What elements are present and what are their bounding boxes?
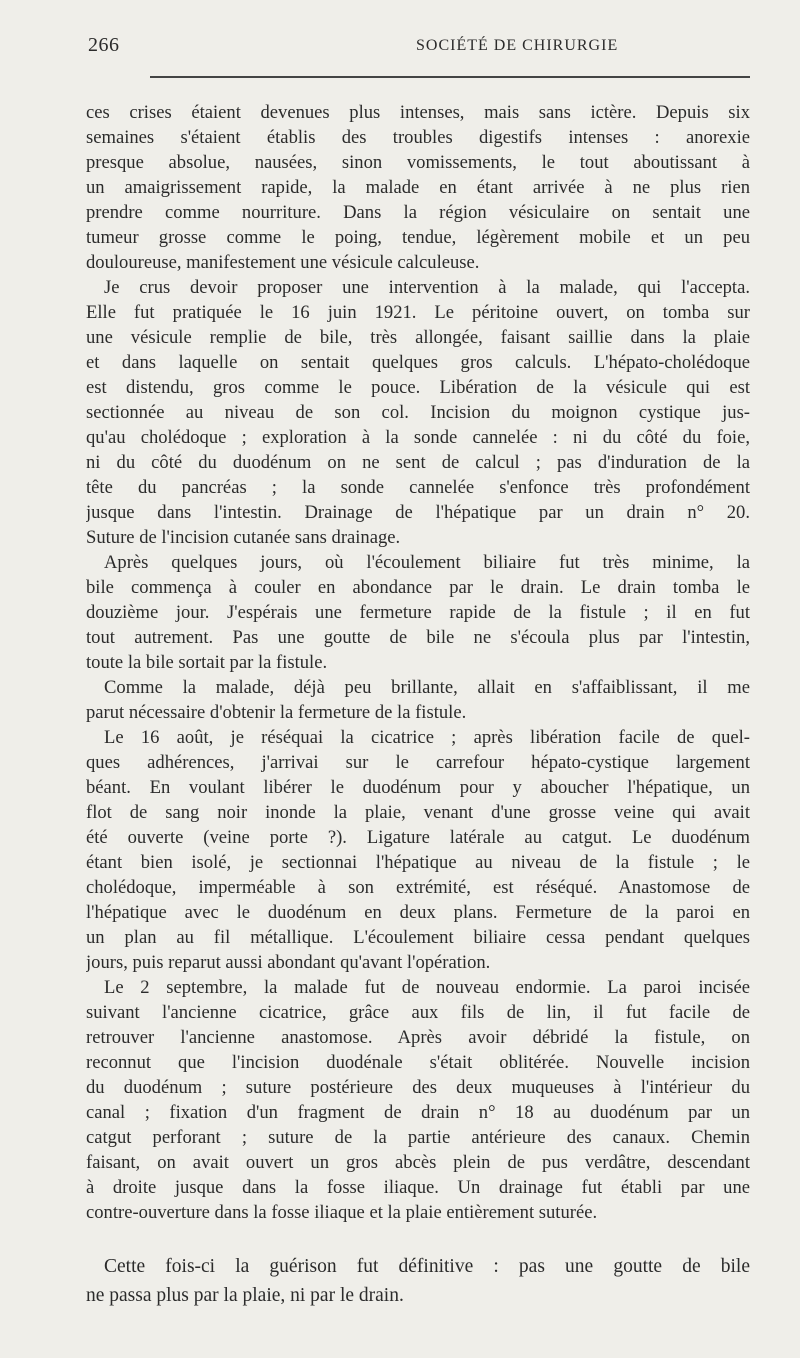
text-line: Le 2 septembre, la malade fut de nouveau endormie. La paroi incisée: [104, 977, 750, 998]
text-line: béant. En voulant libérer le duodénum pour y aboucher l'hépatique, un: [86, 777, 750, 798]
text-line: et dans laquelle on sentait quelques gros calculs. L'hépato-cholédoque: [86, 352, 750, 373]
text-line: canal ; fixation d'un fragment de drain n° 18 au duodénum par un: [86, 1102, 750, 1123]
text-line: été ouverte (veine porte ?). Ligature latérale au catgut. Le duodénum: [86, 827, 750, 848]
text-line: tête du pancréas ; la sonde cannelée s'enfonce très profondément: [86, 477, 750, 498]
final-paragraph: [86, 1252, 750, 1310]
text-line: ni du côté du duodénum on ne sent de calcul ; pas d'induration de la: [86, 452, 750, 473]
text-line: cholédoque, imperméable à son extrémité, est réséqué. Anastomose de: [86, 877, 750, 898]
text-line: du duodénum ; suture postérieure des deux muqueuses à l'intérieur du: [86, 1077, 750, 1098]
text-line: à droite jusque dans la fosse iliaque. Un drainage fut établi par une: [86, 1177, 750, 1198]
text-line: parut nécessaire d'obtenir la fermeture de la fistule.: [86, 702, 467, 723]
paragraph: [86, 975, 750, 1225]
text-line: l'hépatique avec le duodénum en deux plans. Fermeture de la paroi en: [86, 902, 750, 923]
paragraph: [86, 550, 750, 675]
text-line: suivant l'ancienne cicatrice, grâce aux fils de lin, il fut facile de: [86, 1002, 750, 1023]
text-line: un amaigrissement rapide, la malade en étant arrivée à ne plus rien: [86, 177, 750, 198]
paragraph: [86, 275, 750, 550]
paragraph: [86, 100, 750, 275]
page-number: 266: [88, 34, 120, 56]
text-line: ces crises étaient devenues plus intenses, mais sans ictère. Depuis six: [86, 102, 750, 123]
text-line: étant bien isolé, je sectionnai l'hépatique au niveau de la fistule ; le: [86, 852, 750, 873]
body-text: [86, 100, 750, 1225]
text-line: jusque dans l'intestin. Drainage de l'hépatique par un drain n° 20.: [86, 502, 750, 523]
text-line: catgut perforant ; suture de la partie antérieure des canaux. Chemin: [86, 1127, 750, 1148]
text-line: qu'au cholédoque ; exploration à la sonde cannelée : ni du côté du foie,: [86, 427, 750, 448]
text-line: douloureuse, manifestement une vésicule calculeuse.: [86, 252, 480, 273]
text-line: contre-ouverture dans la fosse iliaque et la plaie entièrement suturée.: [86, 1202, 598, 1223]
text-line: bile commença à couler en abondance par le drain. Le drain tomba le: [86, 577, 750, 598]
text-line: Suture de l'incision cutanée sans drainage.: [86, 527, 401, 548]
text-line: retrouver l'ancienne anastomose. Après avoir débridé la fistule, on: [86, 1027, 750, 1048]
text-line: est distendu, gros comme le pouce. Libération de la vésicule qui est: [86, 377, 750, 398]
text-line: Je crus devoir proposer une intervention à la malade, qui l'accepta.: [104, 277, 750, 298]
running-head: SOCIÉTÉ DE CHIRURGIE: [416, 37, 619, 54]
header-rule: [150, 76, 750, 78]
text-line: Cette fois-ci la guérison fut définitive : pas une goutte de bile: [104, 1256, 750, 1277]
page-header: [86, 34, 750, 64]
text-line: prendre comme nourriture. Dans la région vésiculaire on sentait une: [86, 202, 750, 223]
text-line: Après quelques jours, où l'écoulement biliaire fut très minime, la: [104, 552, 750, 573]
text-line: Comme la malade, déjà peu brillante, allait en s'affaiblissant, il me: [104, 677, 750, 698]
text-line: tumeur grosse comme le poing, tendue, légèrement mobile et un peu: [86, 227, 750, 248]
text-line: Elle fut pratiquée le 16 juin 1921. Le péritoine ouvert, on tomba sur: [86, 302, 750, 323]
text-line: semaines s'étaient établis des troubles digestifs intenses : anorexie: [86, 127, 750, 148]
text-line: un plan au fil métallique. L'écoulement biliaire cessa pendant quelques: [86, 927, 750, 948]
text-line: flot de sang noir inonde la plaie, venant d'une grosse veine qui avait: [86, 802, 750, 823]
text-line: reconnut que l'incision duodénale s'était oblitérée. Nouvelle incision: [86, 1052, 750, 1073]
text-line: toute la bile sortait par la fistule.: [86, 652, 328, 673]
text-line: ques adhérences, j'arrivai sur le carrefour hépato-cystique largement: [86, 752, 750, 773]
text-line: sectionnée au niveau de son col. Incision du moignon cystique jus-: [86, 402, 750, 423]
paragraph: [86, 675, 750, 725]
text-line: ne passa plus par la plaie, ni par le drain.: [86, 1285, 404, 1306]
text-line: Le 16 août, je réséquai la cicatrice ; après libération facile de quel-: [104, 727, 750, 748]
text-line: presque absolue, nausées, sinon vomissements, le tout aboutissant à: [86, 152, 750, 173]
text-line: une vésicule remplie de bile, très allongée, faisant saillie dans la plaie: [86, 327, 750, 348]
text-line: tout autrement. Pas une goutte de bile ne s'écoula plus par l'intestin,: [86, 627, 750, 648]
text-line: faisant, on avait ouvert un gros abcès plein de pus verdâtre, descendant: [86, 1152, 750, 1173]
paragraph: [86, 725, 750, 975]
text-line: jours, puis reparut aussi abondant qu'avant l'opération.: [86, 952, 491, 973]
text-line: douzième jour. J'espérais une fermeture rapide de la fistule ; il en fut: [86, 602, 750, 623]
